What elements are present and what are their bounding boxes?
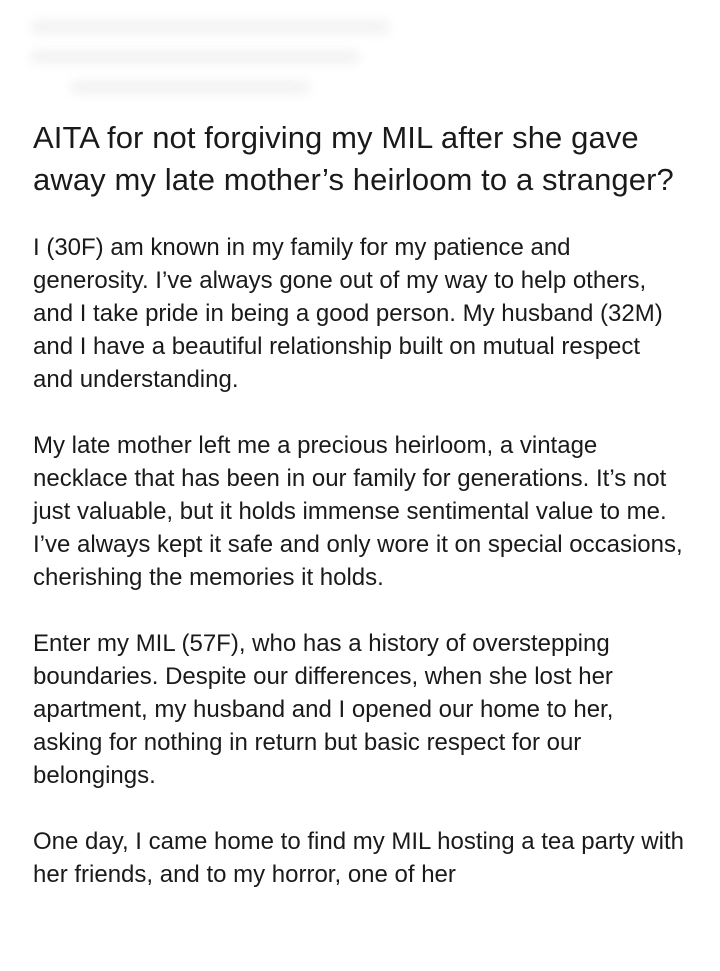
post-paragraph: One day, I came home to find my MIL hosting a tea party with her friends, and to my horror, one of her: [33, 828, 684, 888]
post-title: AITA for not forgiving my MIL after she gave away my late mother’s heirloom to a stranger?: [33, 120, 674, 197]
blurred-header-line: [30, 50, 360, 64]
blurred-header-line: [70, 80, 310, 94]
post-paragraph: My late mother left me a precious heirloom, a vintage necklace that has been in our family for generations. It’s not just valuable, but it holds immense sentimental value to me. I’ve always kept it safe and only wore it on special occasions, cherishing the memories it holds.: [33, 432, 683, 591]
post-paragraph: I (30F) am known in my family for my patience and generosity. I’ve always gone out of my way to help others, and I take pride in being a good person. My husband (32M) and I have a beautiful relationship built on mutual respect and understanding.: [33, 234, 663, 393]
post: [33, 117, 685, 924]
blurred-header: [0, 0, 720, 110]
post-paragraph: Enter my MIL (57F), who has a history of overstepping boundaries. Despite our differences, when she lost her apartment, my husband and I opened our home to her, asking for nothing in return but basic respect for our belongings.: [33, 630, 614, 789]
post-body: [33, 231, 685, 891]
blurred-header-line: [30, 20, 390, 34]
